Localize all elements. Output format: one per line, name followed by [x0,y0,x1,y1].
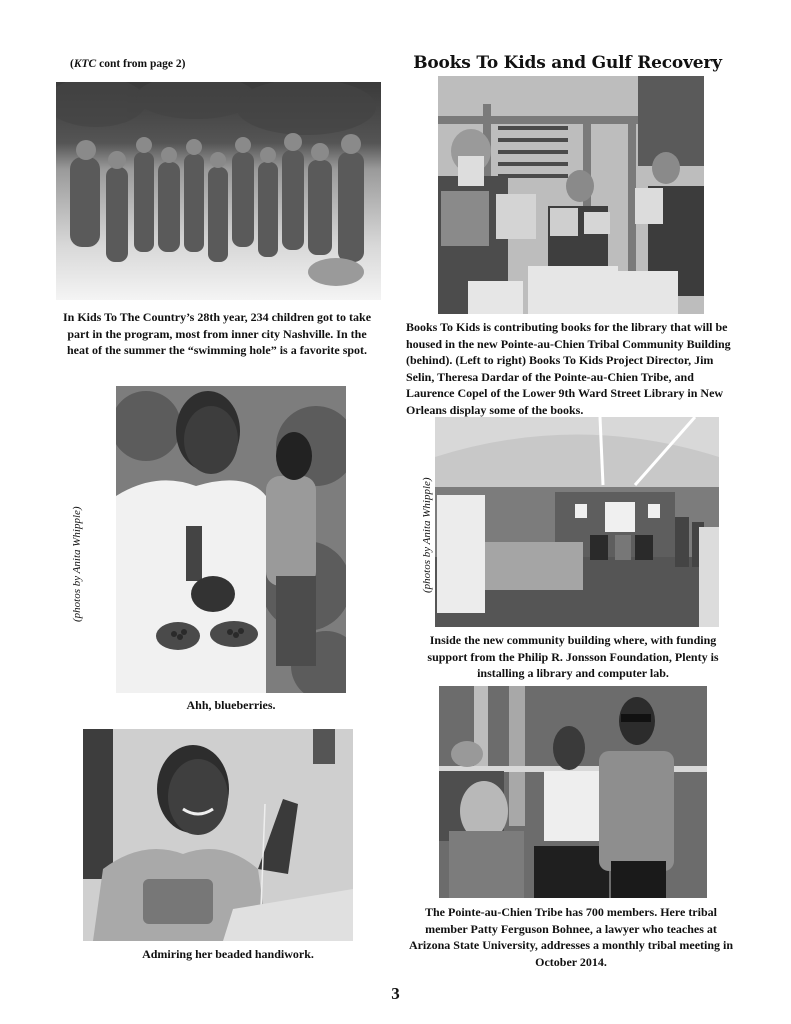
caption-swimming-hole: In Kids To The Country’s 28th year, 234 children got to take part in the program, most from inner city Nashville. In the heat of the summer the “swimming hole” is a favorite spot. [62,310,372,357]
continuation-suffix: cont from page 2) [96,58,186,70]
article-headline: Books To Kids and Gulf Recovery [413,53,722,73]
caption-books: Books To Kids is contributing books for the library that will be housed in the new Pointe-au-Chien Tribal Community Building (behind). (Left to right) Books To Kids Project Director, Jim Selin, Theresa Dardar of the Pointe-au-Chien Tribe, and Laurence Copel of the Lower 9th Ward Street Library in New Orleans display some of the books. [406,320,731,417]
photo-credit-right: (photos by Anita Whipple) [421,477,433,593]
photo-tribal-meeting [439,686,707,898]
caption-beads: Admiring her beaded handiwork. [142,947,314,961]
photo-credit-left: (photos by Anita Whipple) [71,506,83,622]
photo-blueberries [116,386,346,693]
photo-community-building-interior [435,417,719,627]
caption-meeting: The Pointe-au-Chien Tribe has 700 members. Here tribal member Patty Ferguson Bohnee, a lawyer who teaches at Arizona State University, addresses a monthly tribal meeting in October 2014. [408,905,734,969]
photo-books-display [438,76,704,314]
photo-beaded-handiwork [83,729,353,941]
continuation-abbrev: KTC [73,58,97,70]
page-number: 3 [391,984,400,1003]
caption-interior: Inside the new community building where, with funding support from the Philip R. Jonsson Foundation, Plenty is installing a library and computer lab. [427,633,719,680]
continuation-note [70,58,185,70]
caption-blueberries: Ahh, blueberries. [186,698,276,712]
photo-swimming-hole [56,82,381,300]
continuation-prefix: ( [70,58,74,70]
